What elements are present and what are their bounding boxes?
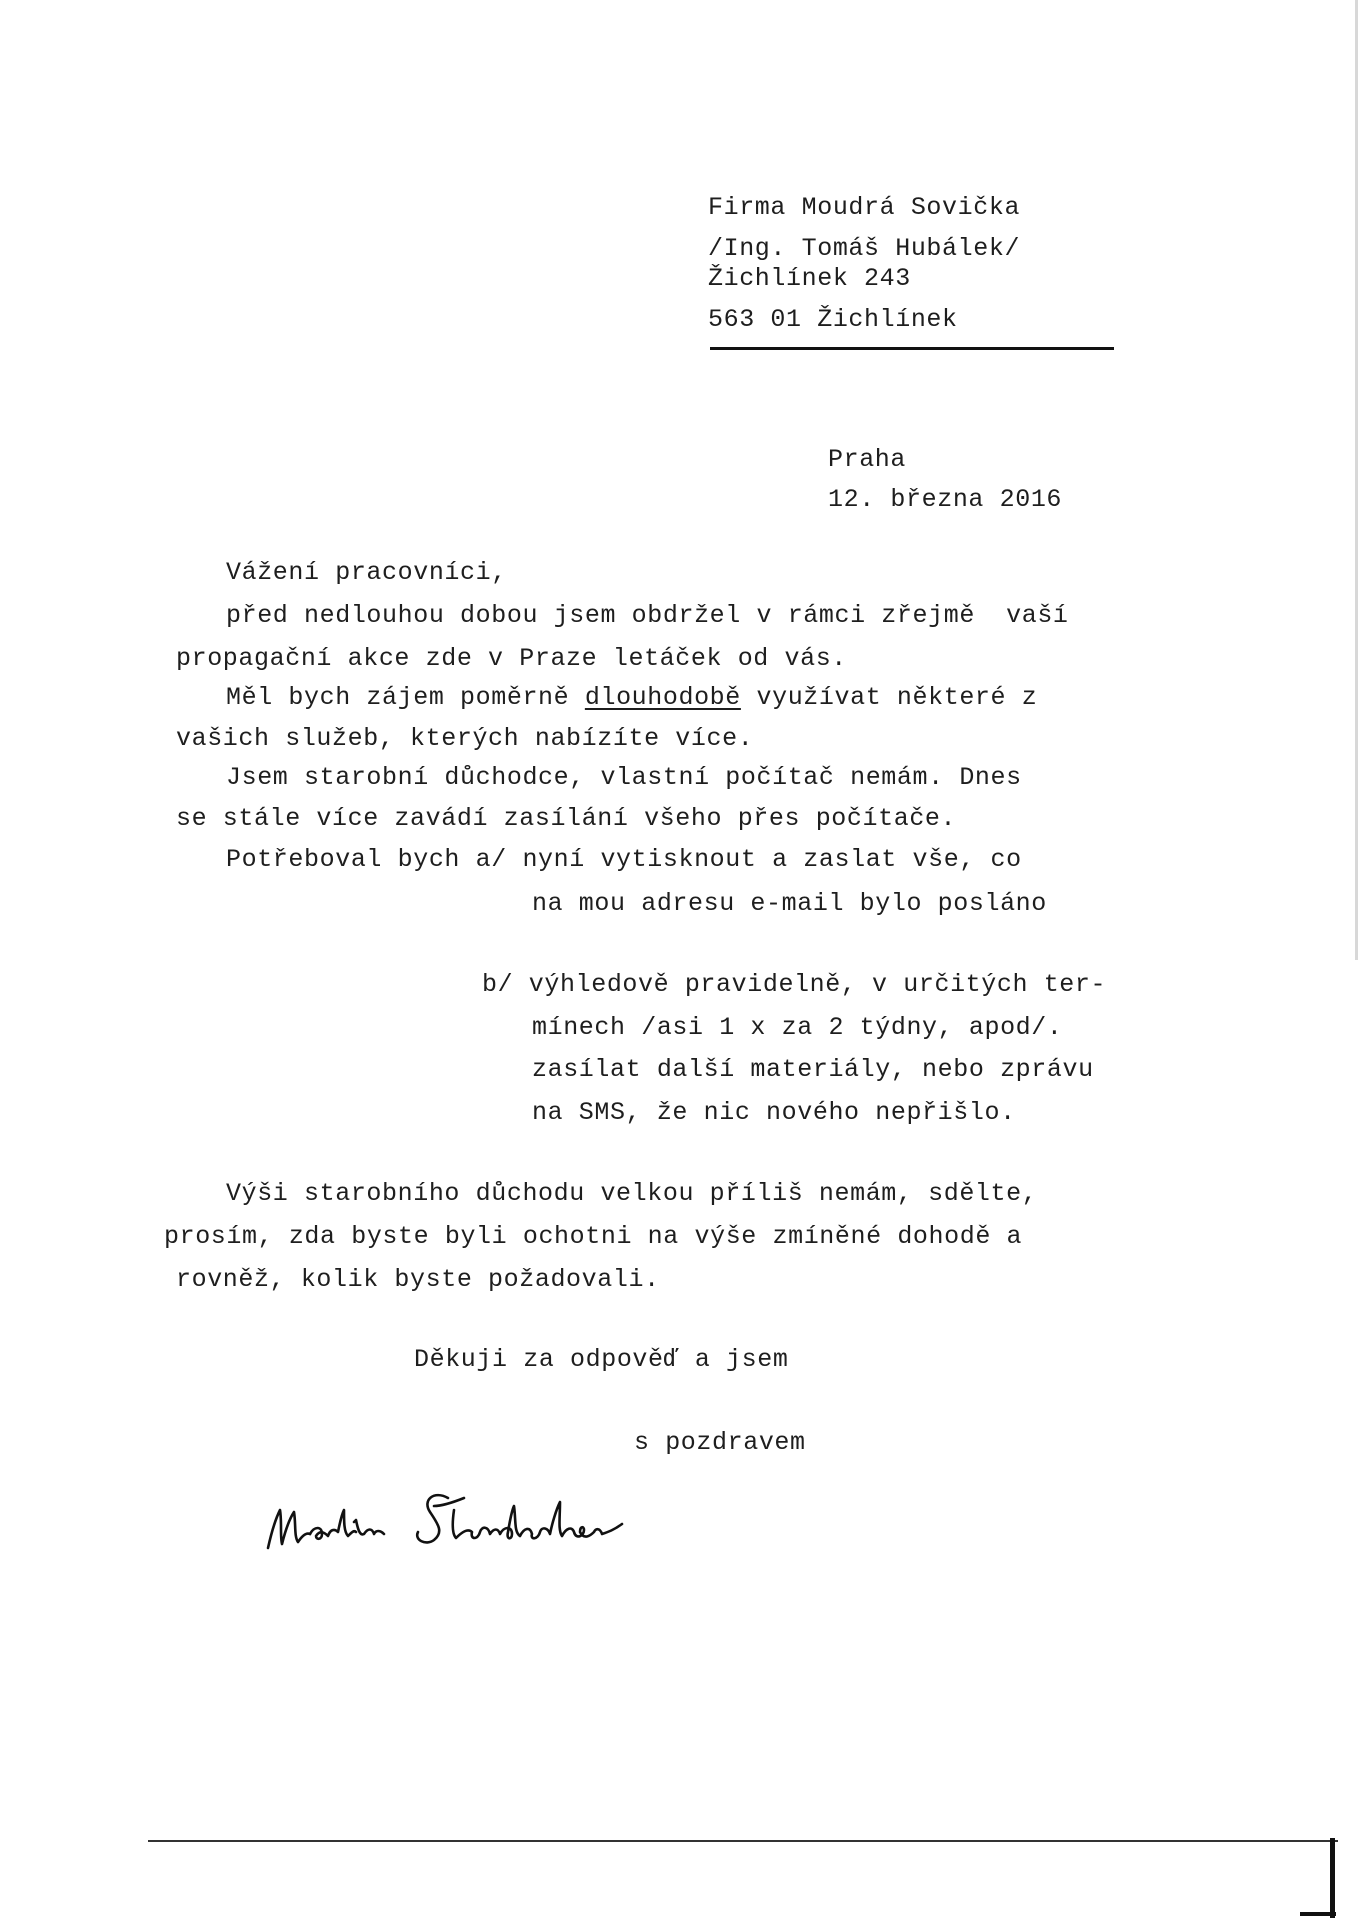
- body-line: Jsem starobní důchodce, vlastní počítač nemám. Dnes: [226, 763, 1022, 792]
- body-line: rovněž, kolik byste požadovali.: [176, 1265, 660, 1294]
- body-line: zasílat další materiály, nebo zprávu: [532, 1055, 1094, 1084]
- body-line: propagační akce zde v Praze letáček od vás.: [176, 644, 847, 673]
- body-line: b/ výhledově pravidelně, v určitých ter-: [482, 970, 1107, 999]
- salutation: Vážení pracovníci,: [226, 558, 507, 587]
- place: Praha: [828, 445, 907, 474]
- body-line: [226, 683, 1037, 713]
- closing-regards: s pozdravem: [634, 1428, 806, 1457]
- underlined-word: dlouhodobě: [584, 683, 741, 712]
- signature-image: [258, 1470, 638, 1570]
- body-text: Měl bych zájem poměrně: [226, 683, 585, 712]
- body-line: prosím, zda byste byli ochotni na výše zmíněné dohodě a: [164, 1222, 1023, 1251]
- page-edge-bracket-foot: [1300, 1912, 1336, 1916]
- bottom-rule: [148, 1840, 1338, 1842]
- date: 12. března 2016: [828, 485, 1063, 514]
- closing-thanks: Děkuji za odpověď a jsem: [414, 1345, 789, 1374]
- body-line: vašich služeb, kterých nabízíte více.: [176, 724, 754, 753]
- body-line: Potřeboval bych a/ nyní vytisknout a zaslat vše, co: [226, 845, 1022, 874]
- recipient-company: Firma Moudrá Sovička: [708, 193, 1021, 222]
- recipient-city: 563 01 Žichlínek: [708, 305, 958, 334]
- address-underline: [710, 347, 1114, 350]
- body-line: před nedlouhou dobou jsem obdržel v rámci zřejmě vaší: [226, 601, 1069, 630]
- body-line: se stále více zavádí zasílání všeho přes počítače.: [176, 804, 957, 833]
- body-line: Výši starobního důchodu velkou příliš nemám, sdělte,: [226, 1179, 1038, 1208]
- body-line: na mou adresu e-mail bylo posláno: [532, 889, 1047, 918]
- page-edge-bracket: [1330, 1838, 1335, 1918]
- body-line: mínech /asi 1 x za 2 týdny, apod/.: [532, 1013, 1063, 1042]
- body-line: na SMS, že nic nového nepřišlo.: [532, 1098, 1016, 1127]
- recipient-street: Žichlínek 243: [708, 264, 911, 293]
- body-text: využívat některé z: [740, 683, 1038, 712]
- recipient-person: /Ing. Tomáš Hubálek/: [708, 234, 1021, 263]
